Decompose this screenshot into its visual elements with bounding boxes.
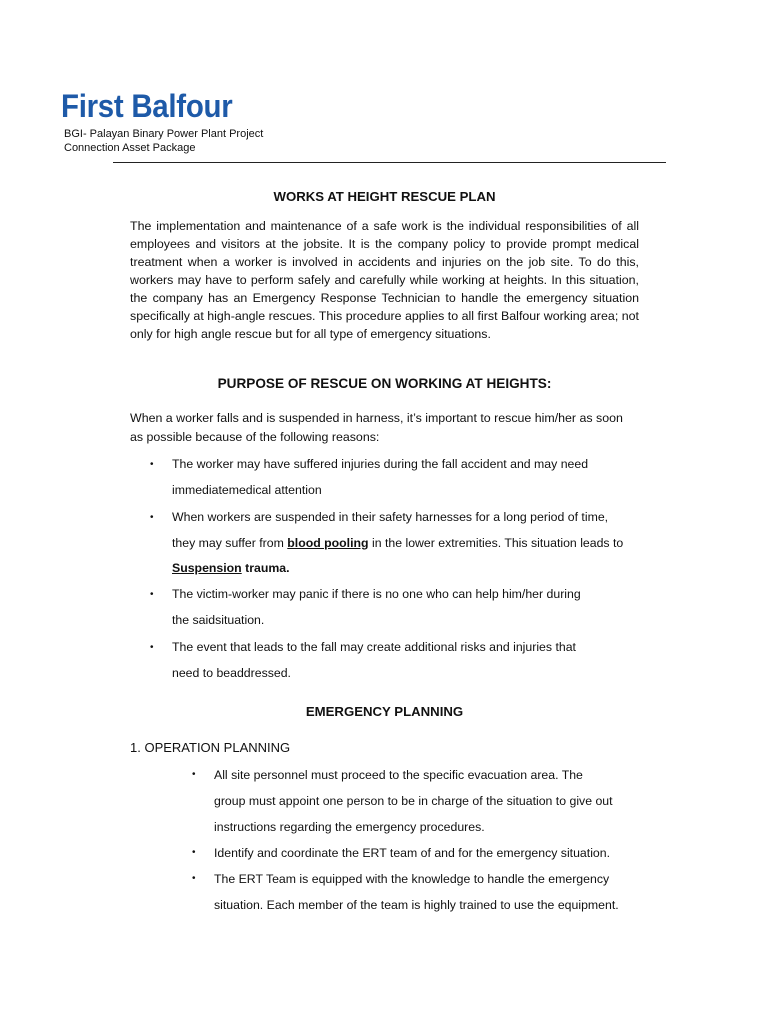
term-blood-pooling: blood pooling bbox=[287, 535, 369, 550]
company-logo: First Balfour bbox=[61, 88, 233, 124]
bullet-icon: • bbox=[150, 512, 154, 523]
purpose-heading: PURPOSE OF RESCUE ON WORKING AT HEIGHTS: bbox=[217, 376, 552, 391]
intro-paragraph: The implementation and maintenance of a safe work is the individual responsibilities of all employees and visitors at the jobsite. It is the company policy to provide prompt medical treatment when a worker is involved in accidents and injuries on the job site. To do this, workers may have to perform safely and carefully while working at heights. In this situation, the company has an Emergency Response Technician to handle the emergency situation specifically at high-angle rescues. This procedure applies to all first Balfour working area; not only for high angle rescue but for all type of emergency situations. bbox=[130, 219, 639, 341]
header-divider bbox=[113, 162, 666, 163]
bullet-text: The worker may have suffered injuries during the fall accident and may need bbox=[172, 457, 589, 471]
bullet-text: they may suffer from blood pooling in the lower extremities. This situation leads to bbox=[172, 535, 624, 550]
project-name: BGI- Palayan Binary Power Plant Project bbox=[64, 128, 264, 140]
bullet-icon: • bbox=[192, 847, 196, 858]
bullet-text: instructions regarding the emergency procedures. bbox=[214, 820, 485, 834]
package-name: Connection Asset Package bbox=[64, 142, 196, 154]
term-suspension: Suspension bbox=[172, 561, 242, 575]
bullet-text: All site personnel must proceed to the specific evacuation area. The bbox=[214, 768, 583, 782]
bullet-icon: • bbox=[150, 459, 154, 470]
bullet-text: The victim-worker may panic if there is no one who can help him/her during bbox=[172, 587, 581, 601]
bullet-text: immediatemedical attention bbox=[172, 482, 322, 497]
purpose-lead: When a worker falls and is suspended in harness, it’s important to rescue him/her as soon as possible because of the following reasons: bbox=[130, 411, 623, 444]
document-title: WORKS AT HEIGHT RESCUE PLAN bbox=[273, 189, 496, 204]
bullet-text: Identify and coordinate the ERT team of and for the emergency situation. bbox=[214, 846, 611, 860]
bullet-icon: • bbox=[192, 769, 196, 780]
bullet-icon: • bbox=[150, 642, 154, 653]
bullet-text: the saidsituation. bbox=[172, 612, 265, 627]
bullet-text: The ERT Team is equipped with the knowledge to handle the emergency bbox=[214, 872, 610, 886]
bullet-text: need to beaddressed. bbox=[172, 665, 291, 680]
bullet-text: Suspension trauma. bbox=[172, 561, 290, 575]
bullet-text: When workers are suspended in their safety harnesses for a long period of time, bbox=[172, 510, 609, 524]
bullet-text: group must appoint one person to be in charge of the situation to give out bbox=[214, 794, 613, 808]
emergency-heading: EMERGENCY PLANNING bbox=[305, 704, 464, 719]
operation-planning-label: 1. OPERATION PLANNING bbox=[130, 740, 291, 755]
bullet-icon: • bbox=[192, 873, 196, 884]
bullet-text: The event that leads to the fall may create additional risks and injuries that bbox=[172, 640, 576, 654]
bullet-text: situation. Each member of the team is highly trained to use the equipment. bbox=[214, 898, 619, 912]
bullet-icon: • bbox=[150, 589, 154, 600]
